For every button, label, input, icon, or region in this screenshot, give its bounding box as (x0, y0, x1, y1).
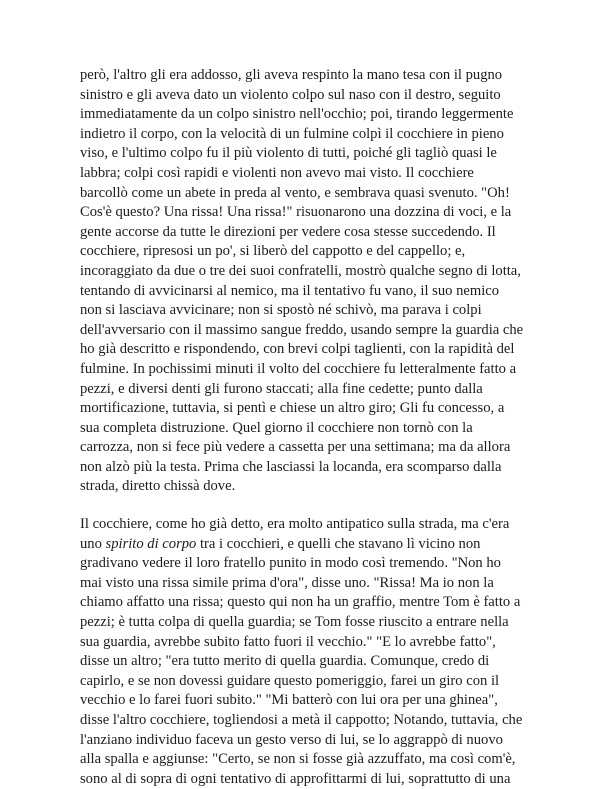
paragraph-2-text-start: Il cocchiere, come ho già detto, era molto antipatico sulla strada, ma c'era uno (80, 516, 510, 552)
paragraph-1: però, l'altro gli era addosso, gli aveva respinto la mano tesa con il pugno sinistro e gli aveva dato un violento colpo sul naso con il destro, seguito immediatamente da un colpo sinistro nell'occhio; poi, tirando leggermente indietro il corpo, con la velocità di un fulmine colpì il cocchiere in pieno viso, e l'ultimo colpo fu il più violento di tutti, poiché gli tagliò quasi le labbra; colpi così rapidi e violenti non avevo mai visto. Il cocchiere barcollò come un abete in preda al vento, e sembrava quasi svenuto. "Oh! Cos'è questo? Una rissa! Una rissa!" risuonarono una dozzina di voci, e la gente accorse da tutte le direzioni per vedere cosa stesse succedendo. Il cocchiere, ripresosi un po', si liberò del cappotto e del cappello; e, incoraggiato da due o tre dei suoi confratelli, mostrò qualche segno di lotta, tentando di avvicinarsi al nemico, ma il tentativo fu vano, il suo nemico non si lasciava avvicinare; non si spostò né schivò, ma parava i colpi dell'avversario con il massimo sangue freddo, usando sempre la guardia che ho già descritto e rispondendo, con brevi colpi taglienti, con la rapidità del fulmine. In pochissimi minuti il volto del cocchiere fu letteralmente fatto a pezzi, e diversi denti gli furono staccati; alla fine cedette; punto dalla mortificazione, tuttavia, si pentì e chiese un altro giro; Gli fu concesso, a sua completa distruzione. Quel giorno il cocchiere non tornò con la carrozza, non si fece più vedere a cassetta per una settimana; ma da allora non alzò più la testa. Prima che lasciassi la locanda, era scomparso dalla strada, diretto chissà dove. (80, 67, 524, 495)
paragraph-2-italic-phrase: spirito di corpo (105, 535, 197, 552)
document-page (80, 66, 524, 789)
paragraph-2 (80, 515, 524, 789)
paragraph-2-text-end: tra i cocchieri, e quelli che stavano lì vicino non gradivano vedere il loro fratello punito in modo così tremendo. "Non ho mai visto una rissa simile prima d'ora", disse uno. "Rissa! Ma io non la chiamo affatto una rissa; questo qui non ha un graffio, mentre Tom è fatto a pezzi; è tutta colpa di quella guardia; se Tom fosse riuscito a entrare nella sua guardia, avrebbe subito fatto fuori il vecchio." "E lo avrebbe fatto", disse un altro; "era tutto merito di quella guardia. Comunque, credo di capirlo, e se non dovessi guidare questo pomeriggio, farei un giro con il vecchio e lo farei fuori subito." "Mi batterò con lui ora per una ghinea", disse l'altro cocchiere, togliendosi a metà il cappotto; Notando, tuttavia, che l'anziano individuo faceva un gesto verso di lui, se lo aggrappò di nuovo alla spalla e aggiunse: "Certo, se non si fosse già azzuffato, ma così com'è, sono al di sopra di ogni tentativo di approfittarmi di lui, soprattutto di una (80, 535, 523, 787)
